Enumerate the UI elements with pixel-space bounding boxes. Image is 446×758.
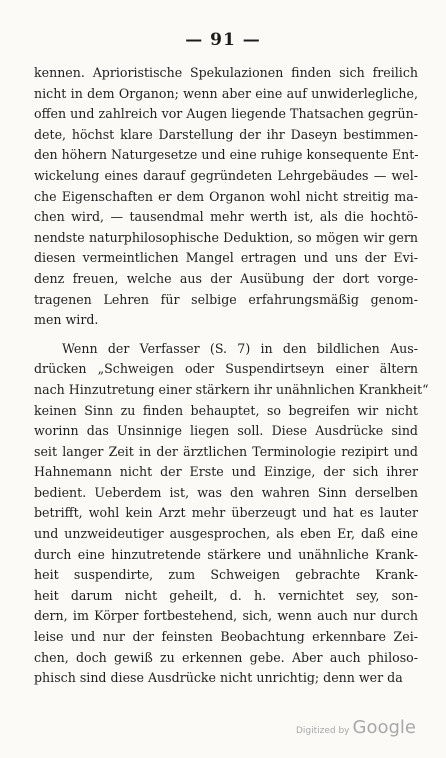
text-line: dern, im Körper fortbestehend, sich, wenn auch nur durch bbox=[34, 608, 418, 624]
text-line: diesen vermeintlichen Mangel ertragen und uns der Evi- bbox=[34, 250, 418, 266]
text-line: den höhern Naturgesetze und eine ruhige konsequente Ent- bbox=[34, 147, 419, 163]
paragraph-1 bbox=[34, 63, 418, 331]
text-line: nach Hinzutretung einer stärkern ihr unähnlichen Krankheit“ bbox=[34, 381, 429, 397]
paragraph-gap bbox=[34, 331, 418, 339]
text-line: nendste naturphilosophische Deduktion, so mögen wir gern bbox=[34, 229, 418, 245]
text-line: seit langer Zeit in der ärztlichen Terminologie rezipirt und bbox=[34, 443, 418, 459]
watermark-brand: Google bbox=[352, 717, 416, 738]
text-line: keinen Sinn zu finden behauptet, so begreifen wir nicht bbox=[34, 402, 418, 418]
text-line: chen, doch gewiß zu erkennen gebe. Aber auch philoso- bbox=[34, 649, 418, 665]
text-line: heit darum nicht geheilt, d. h. vernichtet sey, son- bbox=[34, 587, 418, 603]
text-line: Wenn der Verfasser (S. 7) in den bildlichen Aus- bbox=[62, 340, 418, 356]
text-line: offen und zahlreich vor Augen liegende Thatsachen gegrün- bbox=[34, 106, 418, 122]
digitized-by-google-watermark bbox=[296, 717, 416, 738]
text-line: heit suspendirte, zum Schweigen gebrachte Krank- bbox=[34, 567, 418, 583]
text-line: kennen. Aprioristische Spekulazionen finden sich freilich bbox=[34, 65, 418, 80]
text-line: durch eine hinzutretende stärkere und unähnliche Krank- bbox=[34, 546, 418, 562]
text-line: betrifft, wohl kein Arzt mehr überzeugt und hat es lauter bbox=[34, 505, 418, 521]
text-line: und unzweideutiger ausgesprochen, als eben Er, daß eine bbox=[34, 526, 418, 542]
text-line: denz freuen, welche aus der Ausübung der dort vorge- bbox=[34, 270, 418, 286]
body-text bbox=[34, 63, 429, 689]
paragraph-2 bbox=[34, 339, 429, 689]
text-line: men wird. bbox=[34, 312, 99, 328]
text-line: wickelung eines darauf gegründeten Lehrgebäudes — wel- bbox=[34, 167, 418, 183]
text-line: Hahnemann nicht der Erste und Einzige, der sich ihrer bbox=[34, 464, 418, 480]
page-number-header: — 91 — bbox=[185, 30, 261, 50]
text-line: leise und nur der feinsten Beobachtung erkennbare Zei- bbox=[34, 629, 418, 645]
text-line: tragenen Lehren für selbige erfahrungsmäßig genom- bbox=[34, 291, 418, 307]
text-line: bedient. Ueberdem ist, was den wahren Sinn derselben bbox=[34, 484, 418, 500]
text-line: phisch sind diese Ausdrücke nicht unrichtig; denn wer da bbox=[34, 670, 403, 686]
text-line: dete, höchst klare Darstellung der ihr Daseyn bestimmen- bbox=[34, 126, 418, 142]
text-line: worinn das Unsinnige liegen soll. Diese Ausdrücke sind bbox=[34, 423, 418, 439]
text-line: drücken „Schweigen oder Suspendirtseyn einer ältern bbox=[34, 361, 418, 377]
text-line: nicht in dem Organon; wenn aber eine auf unwiderlegliche, bbox=[34, 85, 418, 101]
text-line: chen wird, — tausendmal mehr werth ist, als die hochtö- bbox=[34, 209, 418, 225]
watermark-prefix: Digitized by bbox=[295, 726, 350, 736]
text-line: che Eigenschaften er dem Organon wohl nicht streitig ma- bbox=[34, 188, 418, 204]
